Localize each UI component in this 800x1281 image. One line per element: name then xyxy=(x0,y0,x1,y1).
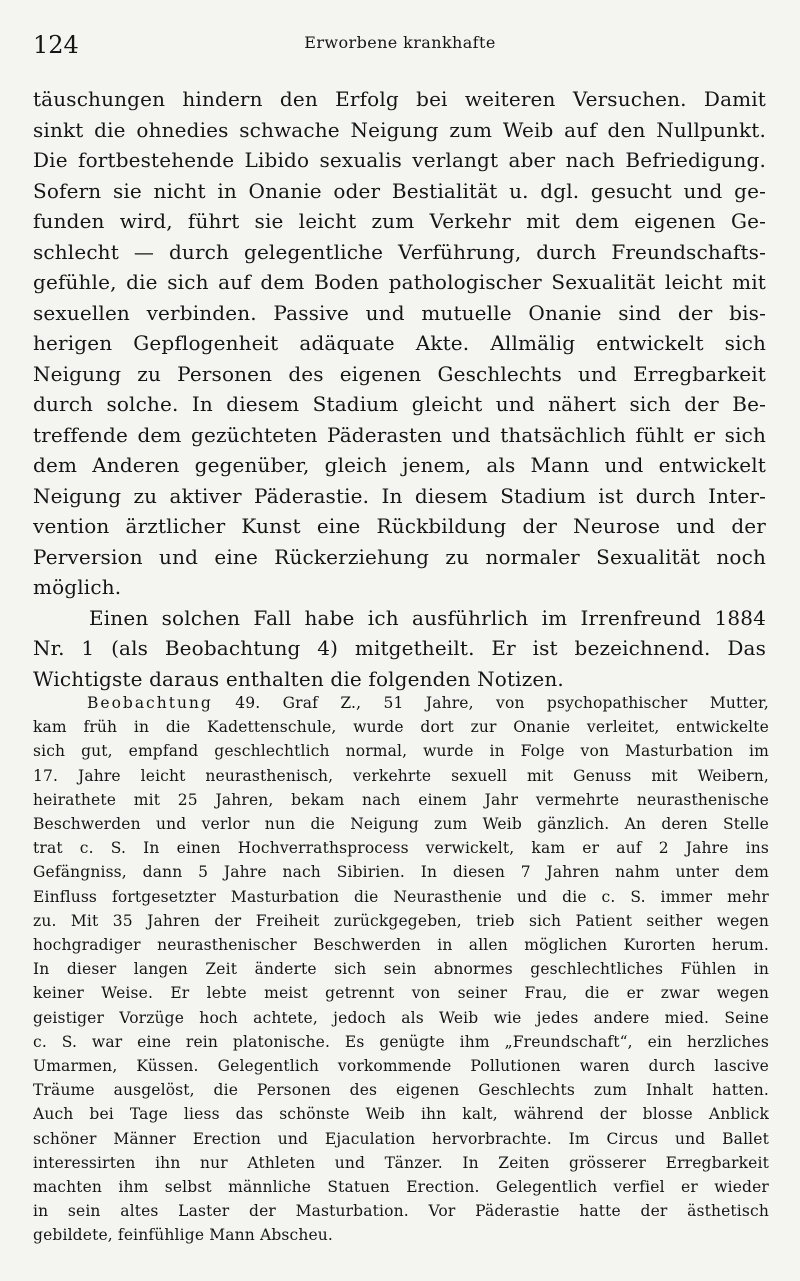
observation-line: trat c. S. In einen Hochverrathsprocess verwickelt, kam er auf 2 Jahre ins xyxy=(33,839,769,858)
main-text-line: Wichtigste daraus enthalten die folgenden Notizen. xyxy=(33,666,564,691)
main-text-line: treffende dem gezüchteten Päderasten und thatsächlich fühlt er sich xyxy=(33,422,766,447)
observation-line: zu. Mit 35 Jahren der Freiheit zurückgegeben, trieb sich Patient seither wegen xyxy=(33,911,769,930)
main-text-line: Einen solchen Fall habe ich ausführlich im Irrenfreund 1884 xyxy=(89,605,766,630)
observation-line: sich gut, empfand geschlechtlich normal, wurde in Folge von Masturbation im xyxy=(33,742,769,761)
observation-line: In dieser langen Zeit änderte sich sein abnormes geschlechtliches Fühlen in xyxy=(33,960,769,979)
observation-line: in sein altes Laster der Masturbation. Vor Päderastie hatte der ästhetisch xyxy=(33,1202,769,1221)
observation-line: kam früh in die Kadettenschule, wurde dort zur Onanie verleitet, entwickelte xyxy=(33,718,769,737)
observation-block xyxy=(33,691,769,1248)
main-text-line: funden wird, führt sie leicht zum Verkehr mit dem eigenen Ge- xyxy=(33,209,766,233)
main-text-line: Sofern sie nicht in Onanie oder Bestialität u. dgl. gesucht und ge- xyxy=(33,178,766,203)
main-text-block xyxy=(33,84,766,694)
main-text-line: dem Anderen gegenüber, gleich jenem, als Mann und entwickelt xyxy=(33,453,766,477)
observation-line: Beschwerden und verlor nun die Neigung zum Weib gänzlich. An deren Stelle xyxy=(33,815,769,834)
main-text-line: Neigung zu Personen des eigenen Geschlechts und Erregbarkeit xyxy=(33,361,766,386)
main-text-line: durch solche. In diesem Stadium gleicht und nähert sich der Be- xyxy=(33,392,766,416)
main-text-line: herigen Gepflogenheit adäquate Akte. Allmälig entwickelt sich xyxy=(33,331,766,355)
observation-line: Gefängniss, dann 5 Jahre nach Sibirien. In diesen 7 Jahren nahm unter dem xyxy=(33,863,769,882)
main-text-line: Perversion und eine Rückerziehung zu normaler Sexualität noch xyxy=(33,544,766,569)
observation-line: keiner Weise. Er lebte meist getrennt von seiner Frau, die er zwar wegen xyxy=(33,984,769,1003)
main-text-line: Nr. 1 (als Beobachtung 4) mitgetheilt. Er ist bezeichnend. Das xyxy=(33,636,766,660)
observation-line: interessirten ihn nur Athleten und Tänzer. In Zeiten grösserer Erregbarkeit xyxy=(33,1153,769,1172)
page-number: 124 xyxy=(33,31,79,59)
observation-line: Umarmen, Küssen. Gelegentlich vorkommende Pollutionen waren durch lascive xyxy=(33,1057,769,1076)
main-text-line: sexuellen verbinden. Passive und mutuelle Onanie sind der bis- xyxy=(33,300,766,325)
observation-line: c. S. war eine rein platonische. Es genügte ihm „Freundschaft“, ein herzliches xyxy=(33,1032,769,1051)
observation-line: geistiger Vorzüge hoch achtete, jedoch als Weib wie jedes andere mied. Seine xyxy=(33,1008,769,1027)
main-text-line: vention ärztlicher Kunst eine Rückbildung der Neurose und der xyxy=(33,514,766,538)
observation-line: heirathete mit 25 Jahren, bekam nach einem Jahr vermehrte neurasthenische xyxy=(33,790,769,809)
observation-heading-line xyxy=(33,691,769,715)
main-text-line: gefühle, die sich auf dem Boden pathologischer Sexualität leicht mit xyxy=(33,270,766,294)
observation-line: hochgradiger neurasthenischer Beschwerden in allen möglichen Kurorten herum. xyxy=(33,936,769,955)
observation-number: 49. xyxy=(235,694,261,712)
observation-label: Beobachtung xyxy=(87,694,213,712)
main-text-line: sinkt die ohnedies schwache Neigung zum Weib auf den Nullpunkt. xyxy=(33,117,766,142)
observation-line: schöner Männer Erection und Ejaculation hervorbrachte. Im Circus und Ballet xyxy=(33,1129,769,1148)
main-text-line: möglich. xyxy=(33,575,122,599)
observation-line: gebildete, feinfühlige Mann Abscheu. xyxy=(33,1226,333,1245)
observation-line: Träume ausgelöst, die Personen des eigenen Geschlechts zum Inhalt hatten. xyxy=(33,1081,769,1100)
main-text-line: schlecht — durch gelegentliche Verführung, durch Freundschafts- xyxy=(33,239,766,264)
main-text-line: täuschungen hindern den Erfolg bei weiteren Versuchen. Damit xyxy=(33,87,766,111)
main-text-line: Die fortbestehende Libido sexualis verlangt aber nach Befriedigung. xyxy=(33,148,766,172)
observation-line: 17. Jahre leicht neurasthenisch, verkehrte sexuell mit Genuss mit Weibern, xyxy=(33,766,769,785)
observation-line: Einfluss fortgesetzter Masturbation die Neurasthenie und die c. S. immer mehr xyxy=(33,887,769,906)
observation-line: Graf Z., 51 Jahre, von psychopathischer Mutter, xyxy=(282,694,769,712)
running-head: Erworbene krankhafte xyxy=(304,33,496,52)
main-text-line: Neigung zu aktiver Päderastie. In diesem Stadium ist durch Inter- xyxy=(33,483,766,508)
observation-line: Auch bei Tage liess das schönste Weib ihn kalt, während der blosse Anblick xyxy=(33,1105,769,1124)
observation-line: machten ihm selbst männliche Statuen Erection. Gelegentlich verfiel er wieder xyxy=(33,1178,769,1197)
